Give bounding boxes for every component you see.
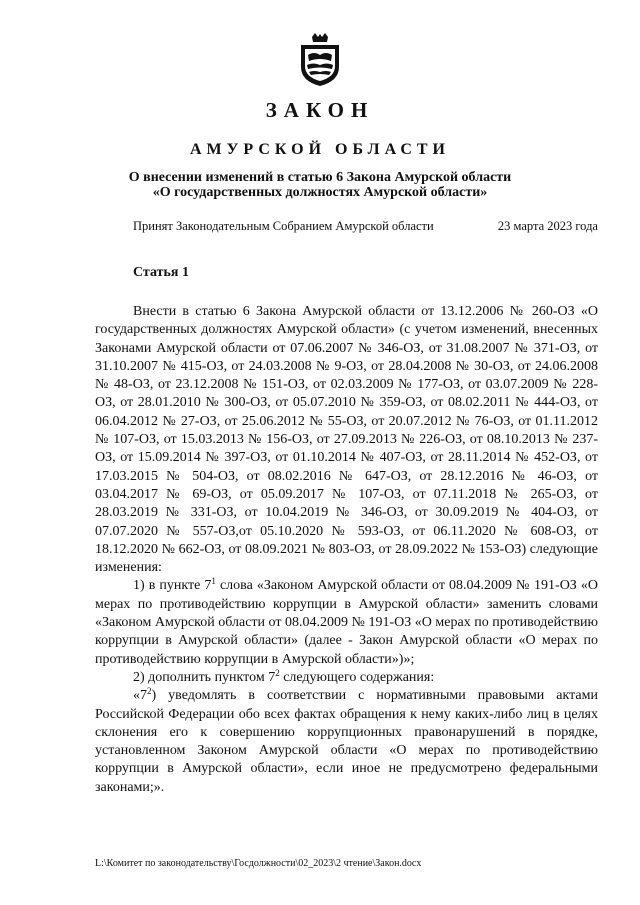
quote-text: ) уведомлять в соответствии с нормативными правовыми актами Российской Федерации обо всех фактах обращения к нему каких-либо лиц в целях склонения его к совершению коррупционных правонарушений в порядке, установленном Законом Амурской области «О мерах по противодействию коррупции в Амурской области», если иное не предусмотрено федеральными законами;». [95,688,598,795]
quote-sup: 2 [147,686,152,697]
item-2-prefix: 2) дополнить пунктом 7 [133,669,276,685]
region-name: АМУРСКОЙ ОБЛАСТИ [190,141,450,158]
item-2-text: следующего содержания: [279,669,435,685]
law-heading-line-1: О внесении изменений в статью 6 Закона Амурской области [128,170,512,185]
law-heading [0,170,640,200]
item-1-text: слова «Законом Амурской области от 08.04.2009 № 191-ОЗ «О мерах по противодействию коррупции в Амурской области» заменить словами «Законом Амурской области от 08.04.2009 № 191-ОЗ «О мерах по противодействию коррупции в Амурской области» (далее - Закон Амурской области «О мерах по противодействию коррупции в Амурской области»)»; [95,578,598,667]
item-1-prefix: 1) в пункте 7 [133,578,212,594]
item-2-quote-paragraph [95,687,598,797]
law-heading-line-2: «О государственных должностях Амурской области» [152,185,488,200]
item-1-paragraph [95,577,598,668]
item-2-sup: 2 [275,667,280,678]
item-1-sup: 1 [211,576,216,587]
document-title: ЗАКОН [265,98,375,122]
article-body [95,303,598,797]
quote-prefix: «7 [133,688,147,704]
item-2-paragraph [95,669,598,687]
coat-of-arms-emblem [298,33,342,87]
adopted-by: Принят Законодательным Собранием Амурской области [133,219,434,233]
article-intro-paragraph: Внести в статью 6 Закона Амурской области от 13.12.2006 № 260-ОЗ «О государственных должностях Амурской области» (с учетом изменений, внесенных Законами Амурской области от 07.06.2007 № 346-ОЗ, от 31.08.2007 № 371-ОЗ, от 31.10.2007 № 415-ОЗ, от 24.03.2008 № 9-ОЗ, от 28.04.2008 № 30-ОЗ, от 24.06.2008 № 48-ОЗ, от 23.12.2008 № 151-ОЗ, от 02.03.2009 № 177-ОЗ, от 03.07.2009 № 228-ОЗ, от 28.01.2010 № 300-ОЗ, от 05.07.2010 № 359-ОЗ, от 08.02.2011 № 444-ОЗ, от 06.04.2012 № 27-ОЗ, от 25.06.2012 № 55-ОЗ, от 20.07.2012 № 76-ОЗ, от 01.11.2012 № 107-ОЗ, от 15.03.2013 № 156-ОЗ, от 27.09.2013 № 226-ОЗ, от 08.10.2013 № 237-ОЗ, от 15.09.2014 № 397-ОЗ, от 01.10.2014 № 407-ОЗ, от 28.11.2014 № 452-ОЗ, от 17.03.2015 № 504-ОЗ, от 08.02.2016 № 647-ОЗ, от 28.12.2016 № 46-ОЗ, от 03.04.2017 № 69-ОЗ, от 05.09.2017 № 107-ОЗ, от 07.11.2018 № 265-ОЗ, от 28.03.2019 № 331-ОЗ, от 10.04.2019 № 346-ОЗ, от 30.09.2019 № 404-ОЗ, от 07.07.2020 № 557-ОЗ,от 05.10.2020 № 593-ОЗ, от 06.11.2020 № 608-ОЗ, от 18.12.2020 № 662-ОЗ, от 08.09.2021 № 803-ОЗ, от 28.09.2022 № 153-ОЗ) следующие изменения: [95,304,598,576]
article-label: Статья 1 [133,265,189,280]
file-path-footer: L:\Комитет по законодательству\Госдолжности\02_2023\2 чтение\Закон.docx [95,858,422,869]
adopted-date: 23 марта 2023 года [497,219,598,233]
